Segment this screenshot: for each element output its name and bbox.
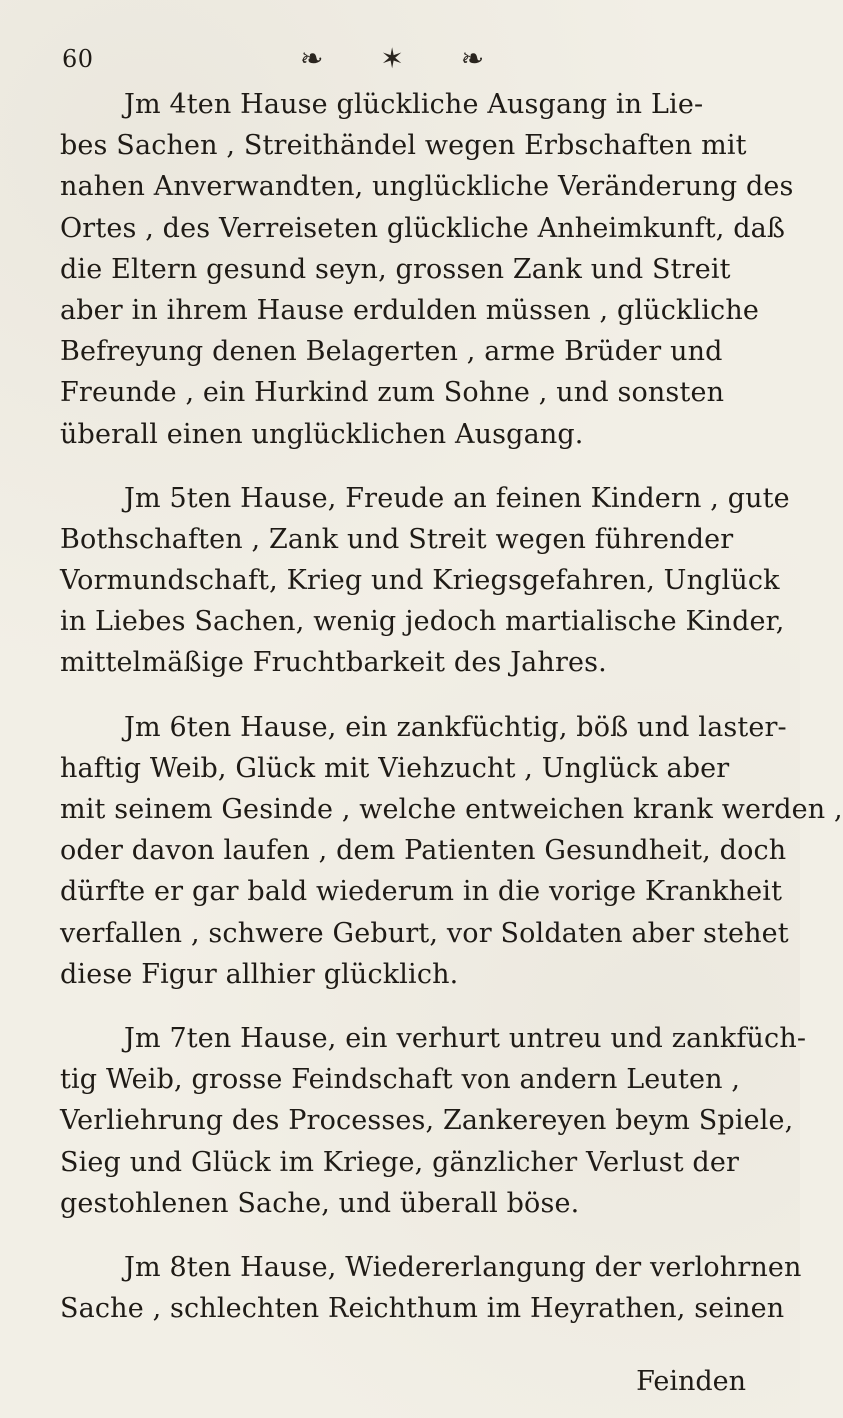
catchword: Feinden xyxy=(636,1366,746,1397)
paragraph-line: Vormundschaft, Krieg und Kriegsgefahren, Unglück xyxy=(60,565,780,597)
paragraph-line: mittelmäßige Fruchtbarkeit des Jahres. xyxy=(60,647,607,679)
paragraph-line: Sieg und Glück im Kriege, gänzlicher Verlust der xyxy=(60,1146,740,1178)
paragraph-line: aber in ihrem Hause erdulden müssen , glückliche xyxy=(60,294,759,326)
paragraph-line: Jm 6ten Hause, ein zankfüchtig, böß und laster‑ xyxy=(124,711,787,743)
paragraph-line: bes Sachen , Streithändel wegen Erbschaften mit xyxy=(60,130,747,162)
paragraph-line: nahen Anverwandten, unglückliche Veränderung des xyxy=(60,171,794,203)
paragraph-gap xyxy=(60,995,750,1018)
page-number: 60 xyxy=(62,45,94,73)
paragraph-line: tig Weib, grosse Feindschaft von andern Leuten , xyxy=(60,1064,741,1096)
paragraph-line: Freunde , ein Hurkind zum Sohne , und sonsten xyxy=(60,377,725,409)
paragraph-line: dürfte er gar bald wiederum in die vorige Krankheit xyxy=(60,876,783,908)
paragraph-line: überall einen unglücklichen Ausgang. xyxy=(60,418,584,450)
paragraph-line: mit seinem Gesinde , welche entweichen krank werden , xyxy=(60,794,843,825)
paragraph-line: Befreyung denen Belagerten , arme Brüder und xyxy=(60,336,723,368)
paragraph-line: oder davon laufen , dem Patienten Gesundheit, doch xyxy=(60,835,787,867)
paragraph-line: Jm 8ten Hause, Wiedererlangung der verlohrnen xyxy=(124,1251,802,1283)
paragraph-line: Jm 5ten Hause, Freude an feinen Kindern , gute xyxy=(124,482,790,514)
paragraph-gap xyxy=(60,1224,750,1247)
paragraph-line: Ortes , des Verreiseten glückliche Anheimkunft, daß xyxy=(60,212,786,244)
paragraph-line: Verliehrung des Processes, Zankereyen beym Spiele, xyxy=(60,1105,794,1137)
paragraph-line: in Liebes Sachen, wenig jedoch martialische Kinder, xyxy=(60,606,785,638)
paragraph-line: Sache , schlechten Reichthum im Heyrathen, seinen xyxy=(60,1293,785,1325)
paragraph-line: haftig Weib, Glück mit Viehzucht , Unglück aber xyxy=(60,752,730,784)
body-text xyxy=(60,84,843,1329)
paragraph-line: Jm 7ten Hause, ein verhurt untreu und zankfüch‑ xyxy=(124,1022,807,1054)
paragraph-line: die Eltern gesund seyn, grossen Zank und Streit xyxy=(60,253,731,285)
page-header xyxy=(0,0,800,92)
paragraph-line: gestohlenen Sache, und überall böse. xyxy=(60,1187,580,1219)
paragraph-line: Jm 4ten Hause glückliche Ausgang in Lie‑ xyxy=(124,89,704,120)
paragraph-line: Bothschaften , Zank und Streit wegen führender xyxy=(60,523,734,555)
ornament-row: ❧ ✶ ❧ xyxy=(300,42,509,75)
paragraph-gap xyxy=(60,455,750,478)
paragraph-line: verfallen , schwere Geburt, vor Soldaten aber stehet xyxy=(60,917,789,949)
paragraph-line: diese Figur allhier glücklich. xyxy=(60,958,459,990)
paragraph-gap xyxy=(60,684,750,707)
